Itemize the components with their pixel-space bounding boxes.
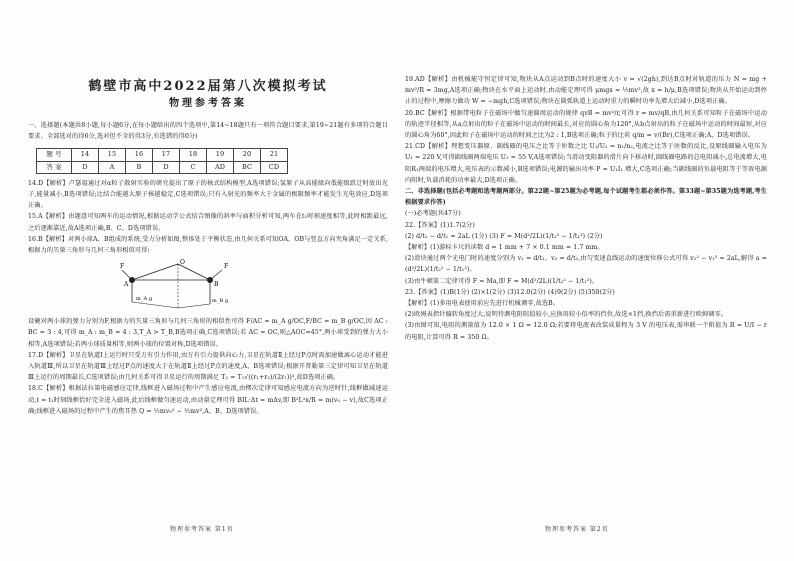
answer-table-cell: 21 bbox=[261, 149, 288, 161]
triangle-right bbox=[178, 304, 210, 308]
triangle-left bbox=[132, 302, 178, 308]
label-o: O bbox=[180, 259, 186, 267]
answer-16: 16.B【解析】对两小球A、B组成的系统,受力分析如图,整体处于平衡状态,由几何关系可知OA、OB与竖直方向夹角满足一定关系,根据力的矢量三角形与几何三角形相似可得: bbox=[28, 235, 388, 255]
answer-23: 23.【答案】(1)B(1分) (2)×1(2分) (3)12.0(2分) (4)9(2分) (5)350(2分) bbox=[405, 288, 615, 296]
answer-19: 19.AD【解析】由机械能守恒定律可知,物块从A点运动到B点时的速度大小 v = √(2gh),到达B点时对轨道的压力 N = mg + mv²/R = 3mg,A选项正确;物块在水平面上运动时,由动能定理可得 μmgx = ½mv²,故 x = h/μ,B选项错误;物块从开始运动到停止的过程中,摩擦力做功 W = −mgh,C选项错误;物块在圆弧轨道上运动时重力的瞬时功率先增大后减小,D选项正确。 bbox=[405, 76, 767, 106]
rope-left bbox=[132, 264, 178, 280]
label-mbg: m_B g bbox=[212, 298, 229, 305]
rope-right bbox=[178, 264, 210, 280]
label-mag: m_A g bbox=[136, 296, 153, 303]
answer-table-cell: A bbox=[99, 161, 126, 173]
left-column bbox=[28, 0, 388, 561]
answer-table-cell: C bbox=[180, 161, 207, 173]
force-arrow-f1 bbox=[122, 270, 132, 280]
answer-21: 21.CD【解析】理想变压器原、副线圈的电压之比等于匝数之比 U₁/U₂ = n₁/n₂,电流之比等于匝数的反比,设原线圈输入电压为 U₁ = 220 V,可得副线圈两端电压 U₂ = 55 V,A选项错误;当滑动变阻器的滑片向下移动时,副线圈电路的总电阻减小,总电流增大,电阻R₁两端的电压增大,电压表的示数减小,B选项错误;电源的输出功率 P = U₁I₁ 增大,C选项正确;当副线圈的负载电阻等于等效电源内阻时,负载消耗的功率最大,D选项正确。 bbox=[405, 143, 767, 184]
section2-intro: 二、非选择题(包括必考题和选考题两部分。第22题~第25题为必考题,每个试题考生都必须作答。第33题~第35题为选考题,考生根据要求作答) bbox=[405, 188, 767, 207]
required-section: (一)必考题(共47分) bbox=[405, 210, 461, 218]
page-subtitle: 物理参考答案 bbox=[169, 98, 247, 109]
page-title: 鹤壁市高中2022届第八次模拟考试 bbox=[88, 79, 328, 94]
answer-18: 18.C【解析】根据法拉第电磁感应定律,线框进入磁场过程中产生感应电流,由楞次定律可知感应电流方向为逆时针,线框做减速运动,t = t₁时刻线框恰好完全进入磁场,此后线框做匀速运动,由动量定理可得 BIL·Δt = mΔv,即 B²L²x/R = m(v₀ − v),故C选项正确;线框进入磁场的过程中产生的焦耳热 Q = ½mv₀² − ½mv²,A、B、D选项错误。 bbox=[28, 385, 388, 415]
answer-table-cell: CD bbox=[261, 161, 288, 173]
force-arrow-f2 bbox=[210, 270, 222, 280]
label-b: B bbox=[214, 281, 219, 289]
answer-table-cell: D bbox=[72, 161, 99, 173]
force-diagram bbox=[118, 258, 238, 314]
answer-table bbox=[36, 148, 288, 173]
answer-table-cell: 18 bbox=[180, 149, 207, 161]
answer-22-formulas: (2) d/t₂ − d/t₁ = 2aL (1分) (3) F = M(d²/2L)(1/t₂² − 1/t₁²) (2分) bbox=[405, 232, 603, 240]
answer-table-cell: 20 bbox=[234, 149, 261, 161]
answer-table-cell: D bbox=[153, 161, 180, 173]
label-f2: F bbox=[224, 263, 229, 271]
answer-table-cell: 15 bbox=[99, 149, 126, 161]
footer-page-1: 物理参考答案 第1页 bbox=[170, 526, 234, 533]
label-f1: F bbox=[120, 263, 125, 271]
answer-15: 15.A【解析】由题意可知两车的运动情况,根据运动学公式结合图像的斜率与面积分析可知,两车在t₁时刻速度相等,此时相距最远,之后逐渐靠近,故A选项正确,B、C、D选项错误。 bbox=[28, 213, 388, 232]
answer-table-row-numbers bbox=[37, 149, 288, 161]
answer-16-cont: 设碗对两小球的弹力分别为F,根据力的矢量三角形与几何三角形的相似性可得 F/AC = m_A g/OC,F/BC = m_B g/OC,因 AC : BC = 3 : 4,可得 m_A : m_B = 4 : 3,T_A > T_B,B选项正确,C选项错误;若 AC = OC,则△AOC=45°,两小球受到的弹力大小相等,A选项错误;若两小球质量相等,则两小球的位置对称,D选项错误。 bbox=[28, 318, 388, 348]
footer-page-2: 物理参考答案 第2页 bbox=[545, 526, 609, 533]
answer-22-explain-3: (3)由牛顿第二定律可得 F = Ma,即 F = M(d²/2L)(1/t₂² − 1/t₁²)。 bbox=[405, 277, 599, 285]
answer-17: 17.D【解析】卫星在轨道Ⅰ上运行时只受万有引力作用,由万有引力提供向心力,卫星在轨道Ⅱ上经过P点时需加速做离心运动才能进入轨道Ⅲ,所以卫星在轨道Ⅲ上经过P点的速度大于在轨道Ⅱ上经过P点的速度,A、B选项错误;根据开普勒第三定律可知卫星在轨道Ⅲ上运行的周期最长,C选项错误;由几何关系可得卫星运行的周期满足 T₂ = T₁√((r₁+r₂)/(2r₁))³,故D选项正确。 bbox=[28, 351, 388, 382]
answer-23-explain-1: 【解析】(1)多用电表使用前应先进行机械调零,故选B。 bbox=[405, 300, 560, 308]
answer-table-header: 答 案 bbox=[37, 161, 72, 173]
section1-intro: 一、选择题(本题共8小题,每小题6分,在每小题给出的四个选项中,第14~18题只有一项符合题目要求,第19~21题有多项符合题目要求。全部选对的得6分,选对但不全的得3分,有选错的得0分) bbox=[28, 122, 388, 141]
answer-table-cell: AD bbox=[207, 161, 234, 173]
answer-23-explain-3: (3)由图可知,电阻的测量值为 12.0 × 1 Ω = 12.0 Ω;若要将电流表改装成量程为 3 V 的电压表,需串联一个阻值为 R = U/I − r 的电阻,计算可得 R = 350 Ω。 bbox=[405, 322, 767, 341]
answer-22: 22.【答案】(1)1.7(2分) bbox=[405, 221, 475, 229]
right-column bbox=[405, 0, 767, 561]
answer-table-cell: 17 bbox=[153, 149, 180, 161]
answer-table-cell: 14 bbox=[72, 149, 99, 161]
answer-14: 14.D【解析】卢瑟福通过对α粒子散射实验的研究提出了原子的核式结构模型,A选项错误;氢原子从高能级向低能级跃迁时放出光子,能量减小,B选项错误;比结合能越大原子核越稳定,C选项错误;只有入射光的频率大于金属的极限频率才能发生光电效应,D选项正确。 bbox=[28, 179, 388, 210]
answer-table-cell: 16 bbox=[126, 149, 153, 161]
answer-20: 20.BC【解析】根据带电粒子在磁场中做匀速圆周运动的规律 qvB = mv²/r,可得 r = mv/qB,由几何关系可知粒子在磁场中运动的轨迹半径相等,从a点射出的粒子在磁场中运动的时间最长,对应的圆心角为120°,从b点射出的粒子在磁场中运动的时间最短,对应的圆心角为60°,因此粒子在磁场中运动的时间之比为2 : 1,B选项正确;粒子的比荷 q/m = v/(Br),C选项正确;A、D选项错误。 bbox=[405, 109, 767, 140]
label-a: A bbox=[124, 281, 129, 289]
answer-table-cell: B bbox=[126, 161, 153, 173]
answer-23-explain-2: (2)欧姆表指针偏转角度过大,说明待测电阻阻值较小,应换用较小倍率的挡位,故选×1挡,换挡后需重新进行欧姆调零。 bbox=[405, 311, 728, 319]
answer-table-cell: BC bbox=[234, 161, 261, 173]
answer-table-row-answers bbox=[37, 161, 288, 173]
answer-table-cell: 19 bbox=[207, 149, 234, 161]
answer-table-header: 题 号 bbox=[37, 149, 72, 161]
answer-22-explain-2: (2)滑块通过两个光电门时的速度分别为 v₁ = d/t₁、v₂ = d/t₂,由匀变速直线运动的速度位移公式可得 v₂² − v₁² = 2aL,解得 a = (d²/2L)(1/t₂² − 1/t₁²)。 bbox=[405, 255, 767, 274]
answer-22-explain-1: 【解析】(1)游标卡尺的读数 d = 1 mm + 7 × 0.1 mm = 1.7 mm。 bbox=[405, 244, 604, 252]
